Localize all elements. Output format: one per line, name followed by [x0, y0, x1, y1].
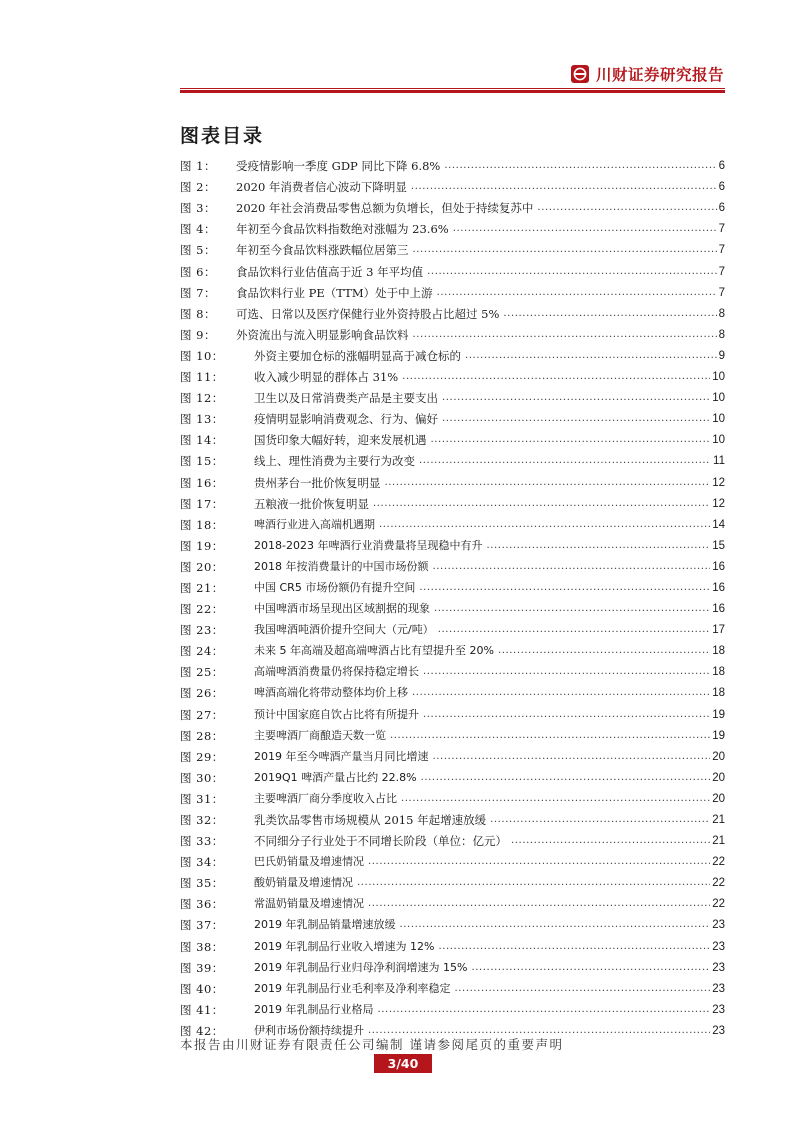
toc-entry-title: 高端啤酒消费量仍将保持稳定增长: [254, 665, 419, 679]
toc-entry-page: 18: [712, 645, 725, 658]
toc-entry-title: 受疫情影响一季度 GDP 同比下降 6.8%: [236, 159, 441, 174]
toc-entry-page: 21: [712, 835, 725, 848]
toc-dot-leader: [537, 201, 716, 215]
toc-entry-title: 未来 5 年高端及超高端啤酒占比有望提升至 20%: [254, 644, 494, 658]
toc-entry-page: 21: [712, 814, 725, 826]
toc-entry-title: 2020 年消费者信心波动下降明显: [236, 180, 407, 195]
toc-entry[interactable]: [180, 321, 725, 342]
toc-entry-label: 图 11：: [180, 370, 224, 385]
toc-entry[interactable]: [180, 574, 725, 595]
toc-entry-page: 22: [712, 898, 725, 911]
brand-name: 川财证券研究报告: [595, 66, 724, 84]
toc-entry-label: 图 39：: [180, 960, 224, 975]
toc-dot-leader: [379, 518, 710, 532]
toc-list: [180, 152, 725, 1038]
toc-dot-leader: [433, 560, 711, 574]
toc-dot-leader: [400, 918, 711, 932]
toc-dot-leader: [511, 834, 710, 848]
toc-dot-leader: [437, 286, 717, 300]
toc-entry-page: 7: [718, 223, 725, 236]
toc-entry[interactable]: [180, 975, 725, 996]
toc-entry-label: 图 31：: [180, 791, 224, 806]
toc-entry-label: 图 35：: [180, 876, 224, 891]
toc-entry[interactable]: [180, 447, 725, 468]
header-rule-thin: [180, 88, 725, 89]
toc-entry-title: 啤酒行业进入高端机遇期: [254, 517, 375, 531]
toc-entry-label: 图 14：: [180, 433, 224, 448]
toc-dot-leader: [357, 876, 710, 890]
toc-entry-title: 年初至今食品饮料涨跌幅位居第三: [236, 243, 409, 258]
toc-entry-title: 五粮液一批价恢复明显: [254, 496, 369, 511]
toc-entry-page: 23: [712, 940, 725, 953]
toc-entry-label: 图 24：: [180, 644, 224, 659]
toc-entry[interactable]: [180, 743, 725, 764]
toc-entry[interactable]: [180, 342, 725, 363]
toc-entry-label: 图 38：: [180, 939, 224, 954]
toc-entry[interactable]: [180, 806, 725, 827]
toc-entry-title: 预计中国家庭自饮占比将有所提升: [254, 707, 419, 721]
toc-entry[interactable]: [180, 616, 725, 637]
toc-entry[interactable]: [180, 511, 725, 532]
toc-dot-leader: [419, 581, 710, 595]
toc-entry-page: 11: [713, 455, 725, 468]
toc-dot-leader: [368, 897, 710, 911]
toc-dot-leader: [471, 961, 710, 975]
toc-dot-leader: [434, 602, 710, 616]
toc-entry-label: 图 27：: [180, 707, 224, 722]
toc-dot-leader: [419, 454, 711, 468]
toc-entry-label: 图 9：: [180, 327, 216, 342]
toc-entry-page: 12: [712, 497, 725, 510]
toc-dot-leader: [455, 982, 711, 996]
toc-entry-title: 2018-2023 年啤酒行业消费量将呈现稳中有升: [254, 538, 483, 552]
toc-entry[interactable]: [180, 637, 725, 658]
toc-entry-title: 常温奶销量及增速情况: [254, 897, 364, 911]
toc-entry-label: 图 36：: [180, 897, 224, 912]
toc-entry[interactable]: [180, 279, 725, 300]
toc-dot-leader: [423, 665, 710, 679]
toc-entry-title: 啤酒高端化将带动整体均价上移: [254, 686, 408, 700]
toc-dot-leader: [413, 328, 717, 342]
toc-entry-label: 图 15：: [180, 454, 224, 469]
toc-entry-page: 7: [718, 286, 725, 299]
toc-entry-page: 22: [712, 877, 725, 890]
toc-entry-title: 贵州茅台一批价恢复明显: [254, 475, 381, 490]
toc-entry-page: 17: [712, 624, 725, 637]
toc-dot-leader: [486, 539, 710, 553]
toc-dot-leader: [385, 476, 711, 490]
toc-entry-label: 图 3：: [180, 201, 216, 216]
toc-entry[interactable]: [180, 658, 725, 679]
toc-entry[interactable]: [180, 848, 725, 869]
toc-entry-page: 7: [718, 265, 725, 278]
toc-entry-title: 线上、理性消费为主要行为改变: [254, 454, 415, 469]
toc-entry[interactable]: [180, 869, 725, 890]
toc-entry-title: 酸奶销量及增速情况: [254, 876, 353, 890]
toc-entry-label: 图 37：: [180, 918, 224, 933]
toc-entry-title: 2019Q1 啤酒产量占比约 22.8%: [254, 770, 417, 784]
toc-dot-leader: [444, 159, 716, 173]
toc-entry[interactable]: [180, 194, 725, 215]
toc-entry-label: 图 40：: [180, 981, 224, 996]
toc-entry[interactable]: [180, 595, 725, 616]
toc-entry-page: 10: [712, 434, 725, 447]
toc-entry[interactable]: [180, 300, 725, 321]
toc-entry[interactable]: [180, 152, 725, 173]
toc-entry-label: 图 42：: [180, 1023, 224, 1038]
toc-entry-label: 图 29：: [180, 749, 224, 764]
toc-entry[interactable]: [180, 679, 725, 700]
toc-entry-title: 中国啤酒市场呈现出区域割据的现象: [254, 602, 430, 616]
toc-entry-title: 疫情明显影响消费观念、行为、偏好: [254, 412, 438, 427]
toc-entry-title: 中国 CR5 市场份额仍有提升空间: [254, 580, 416, 594]
toc-entry-page: 16: [712, 603, 725, 616]
page-header: [0, 0, 800, 92]
toc-entry-label: 图 21：: [180, 580, 224, 595]
toc-dot-leader: [498, 644, 710, 658]
toc-entry[interactable]: [180, 532, 725, 553]
page-number-badge: 3/40: [374, 1054, 432, 1073]
toc-entry-page: 23: [712, 982, 725, 995]
footer-disclaimer: 本报告由川财证券有限责任公司编制 谨请参阅尾页的重要声明: [180, 1037, 564, 1052]
toc-entry-title: 不同细分子行业处于不同增长阶段（单位：亿元）: [254, 834, 507, 849]
toc-entry[interactable]: [180, 173, 725, 194]
toc-entry-label: 图 41：: [180, 1002, 224, 1017]
toc-entry-title: 2019 年乳制品行业毛利率及净利率稳定: [254, 981, 451, 995]
toc-entry-label: 图 25：: [180, 665, 224, 680]
toc-entry[interactable]: [180, 236, 725, 257]
toc-dot-leader: [390, 729, 710, 743]
toc-entry-label: 图 22：: [180, 602, 224, 617]
toc-entry-title: 2018 年按消费量计的中国市场份额: [254, 559, 429, 573]
toc-entry-page: 14: [712, 518, 725, 531]
toc-dot-leader: [433, 750, 711, 764]
toc-dot-leader: [438, 623, 710, 637]
toc-entry-title: 2019 年乳制品行业格局: [254, 1002, 374, 1016]
toc-entry-title: 2019 年至今啤酒产量当月同比增速: [254, 749, 429, 763]
toc-title: 图表目录: [180, 125, 265, 147]
toc-entry-title: 国货印象大幅好转，迎来发展机遇: [254, 433, 427, 448]
toc-entry-page: 18: [712, 687, 725, 700]
toc-entry-title: 伊利市场份额持续提升: [254, 1023, 364, 1037]
toc-entry[interactable]: [180, 553, 725, 574]
toc-entry-label: 图 13：: [180, 412, 224, 427]
toc-entry-label: 图 32：: [180, 813, 224, 827]
toc-entry-label: 图 26：: [180, 686, 224, 701]
toc-entry[interactable]: [180, 996, 725, 1017]
toc-entry-title: 可选、日常以及医疗保健行业外资持股占比超过 5%: [236, 306, 500, 321]
toc-dot-leader: [368, 855, 710, 869]
toc-entry-page: 20: [712, 750, 725, 763]
toc-entry-label: 图 23：: [180, 623, 224, 638]
toc-entry-title: 乳类饮品零售市场规模从 2015 年起增速放缓: [254, 813, 487, 827]
toc-dot-leader: [442, 412, 710, 426]
toc-dot-leader: [402, 370, 710, 384]
toc-entry-page: 6: [718, 181, 725, 194]
toc-entry-title: 巴氏奶销量及增速情况: [254, 855, 364, 869]
toc-dot-leader: [453, 222, 717, 236]
header-rule-thick: [180, 90, 725, 93]
toc-dot-leader: [413, 243, 717, 257]
toc-entry-label: 图 2：: [180, 180, 216, 195]
toc-entry-page: 19: [712, 729, 725, 742]
toc-entry[interactable]: [180, 890, 725, 911]
toc-entry[interactable]: [180, 490, 725, 511]
toc-dot-leader: [411, 180, 717, 194]
toc-dot-leader: [427, 265, 716, 279]
toc-entry-title: 收入减少明显的群体占 31%: [254, 370, 399, 385]
toc-entry-page: 19: [712, 708, 725, 721]
toc-entry-label: 图 33：: [180, 834, 224, 849]
toc-dot-leader: [421, 771, 711, 785]
toc-entry-label: 图 30：: [180, 770, 224, 785]
toc-entry[interactable]: [180, 405, 725, 426]
toc-entry-title: 2019 年乳制品销量增速放缓: [254, 918, 396, 932]
toc-entry-label: 图 20：: [180, 559, 224, 574]
toc-dot-leader: [490, 813, 710, 827]
toc-entry-label: 图 4：: [180, 222, 216, 237]
toc-dot-leader: [378, 1003, 711, 1017]
brand: [570, 63, 724, 85]
toc-entry-title: 2019 年乳制品行业归母净利润增速为 15%: [254, 960, 468, 974]
toc-entry-page: 10: [712, 371, 725, 384]
toc-entry[interactable]: [180, 257, 725, 278]
toc-entry-page: 6: [718, 160, 725, 173]
toc-entry[interactable]: [180, 700, 725, 721]
toc-dot-leader: [423, 708, 710, 722]
toc-entry-page: 20: [712, 792, 725, 805]
toc-entry[interactable]: [180, 363, 725, 384]
toc-entry-page: 9: [718, 349, 725, 362]
toc-dot-leader: [412, 686, 710, 700]
toc-entry-title: 食品饮料行业 PE（TTM）处于中上游: [236, 285, 433, 300]
toc-entry-page: 22: [712, 856, 725, 869]
toc-entry-page: 23: [712, 1003, 725, 1016]
toc-entry-page: 12: [712, 476, 725, 489]
toc-entry-page: 7: [718, 244, 725, 257]
toc-entry-title: 2020 年社会消费品零售总额为负增长，但处于持续复苏中: [236, 201, 534, 216]
toc-entry-label: 图 7：: [180, 285, 216, 300]
toc-entry-title: 年初至今食品饮料指数绝对涨幅为 23.6%: [236, 222, 449, 237]
toc-dot-leader: [442, 391, 710, 405]
toc-entry[interactable]: [180, 954, 725, 975]
toc-entry-label: 图 16：: [180, 475, 224, 490]
toc-entry[interactable]: [180, 827, 725, 848]
toc-dot-leader: [503, 307, 716, 321]
toc-entry-page: 8: [718, 307, 725, 320]
toc-dot-leader: [465, 349, 717, 363]
toc-entry-label: 图 6：: [180, 264, 216, 279]
toc-entry[interactable]: [180, 785, 725, 806]
toc-entry-page: 23: [712, 919, 725, 932]
toc-entry[interactable]: [180, 911, 725, 932]
toc-entry-label: 图 34：: [180, 855, 224, 870]
toc-entry-label: 图 19：: [180, 538, 224, 553]
toc-entry[interactable]: [180, 764, 725, 785]
toc-entry[interactable]: [180, 468, 725, 489]
toc-entry-title: 外资流出与流入明显影响食品饮料: [236, 327, 409, 342]
toc-entry-page: 20: [712, 771, 725, 784]
toc-entry-page: 10: [712, 413, 725, 426]
toc-dot-leader: [438, 940, 710, 954]
toc-entry-page: 18: [712, 666, 725, 679]
toc-entry-title: 外资主要加仓标的涨幅明显高于减仓标的: [254, 348, 461, 363]
toc-entry-page: 6: [718, 202, 725, 215]
toc-entry-title: 食品饮料行业估值高于近 3 年平均值: [236, 264, 424, 279]
toc-entry[interactable]: [180, 722, 725, 743]
toc-entry-label: 图 8：: [180, 306, 216, 321]
toc-entry-label: 图 28：: [180, 728, 224, 743]
toc-entry-title: 主要啤酒厂商分季度收入占比: [254, 791, 397, 805]
toc-entry-page: 10: [712, 392, 725, 405]
toc-dot-leader: [373, 497, 710, 511]
toc-entry-label: 图 5：: [180, 243, 216, 258]
toc-entry[interactable]: [180, 426, 725, 447]
toc-entry-label: 图 12：: [180, 391, 224, 406]
toc-entry-label: 图 1：: [180, 159, 216, 174]
toc-entry[interactable]: [180, 215, 725, 236]
toc-entry-label: 图 10：: [180, 348, 224, 363]
toc-entry-page: 8: [718, 328, 725, 341]
toc-entry-title: 主要啤酒厂商酿造天数一览: [254, 728, 386, 742]
toc-dot-leader: [431, 433, 711, 447]
toc-entry-title: 2019 年乳制品行业收入增速为 12%: [254, 939, 435, 953]
toc-entry-page: 23: [712, 1024, 725, 1037]
toc-entry[interactable]: [180, 932, 725, 953]
toc-entry-title: 我国啤酒吨酒价提升空间大（元/吨）: [254, 623, 434, 637]
company-logo-icon: [570, 64, 590, 84]
toc-entry-title: 卫生以及日常消费类产品是主要支出: [254, 391, 438, 406]
toc-entry-page: 16: [712, 560, 725, 573]
toc-entry-page: 16: [712, 581, 725, 594]
toc-entry[interactable]: [180, 384, 725, 405]
toc-entry-label: 图 17：: [180, 496, 224, 511]
toc-entry-label: 图 18：: [180, 517, 224, 532]
toc-dot-leader: [401, 792, 710, 806]
toc-entry-page: 23: [712, 961, 725, 974]
toc-entry-page: 15: [712, 539, 725, 552]
